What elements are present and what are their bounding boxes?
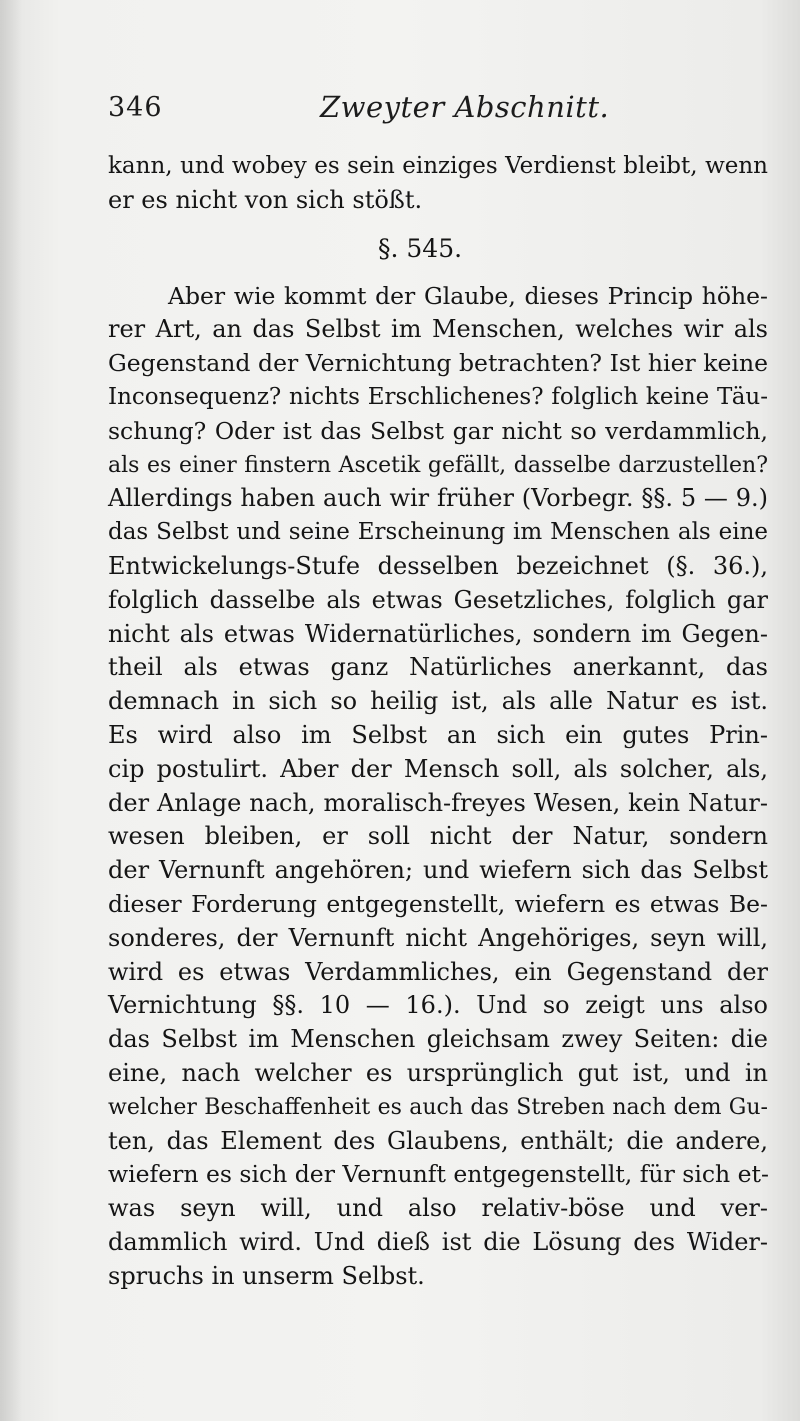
text-line: dieser Forderung entgegenstellt, wiefern es etwas Be- [108, 889, 768, 918]
text-line: das Selbst und seine Erscheinung im Menschen als eine [108, 519, 768, 546]
text-line: eine, nach welcher es ursprünglich gut ist, und in [108, 1058, 768, 1087]
text-line: Allerdings haben auch wir früher (Vorbegr. §§. 5 — 9.) [108, 484, 768, 513]
text-line: Gegenstand der Vernichtung betrachten? Ist hier keine [108, 349, 768, 378]
paragraph-first-line: Aber wie kommt der Glaube, dieses Princip höhe- [168, 281, 768, 310]
text-line: das Selbst im Menschen gleichsam zwey Seiten: die [108, 1025, 768, 1054]
text-line: der Anlage nach, moralisch-freyes Wesen, kein Natur- [108, 788, 768, 817]
text-line: dammlich wird. Und dieß ist die Lösung des Wider- [108, 1227, 768, 1256]
page-header [108, 90, 768, 130]
text-line: wesen bleiben, er soll nicht der Natur, sondern [108, 822, 768, 851]
page-gutter-shadow [0, 0, 22, 1421]
text-line: demnach in sich so heilig ist, als alle Natur es ist. [108, 687, 768, 716]
text-line: nicht als etwas Widernatürliches, sondern im Gegen- [108, 619, 768, 648]
text-line: theil als etwas ganz Natürliches anerkannt, das [108, 653, 768, 682]
text-line: wird es etwas Verdammliches, ein Gegenstand der [108, 957, 768, 986]
text-line: Inconsequenz? nichts Erschlichenes? folglich keine Täu- [108, 383, 768, 410]
text-line: sonderes, der Vernunft nicht Angehöriges, seyn will, [108, 923, 768, 952]
text-line: cip postulirt. Aber der Mensch soll, als solcher, als, [108, 754, 768, 783]
text-line: Es wird also im Selbst an sich ein gutes Prin- [108, 720, 768, 749]
page-number: 346 [108, 92, 163, 123]
text-line: er es nicht von sich stößt. [108, 185, 423, 214]
text-line: der Vernunft angehören; und wiefern sich das Selbst [108, 856, 768, 885]
text-line: ten, das Element des Glaubens, enthält; die andere, [108, 1126, 768, 1155]
text-line: kann, und wobey es sein einziges Verdienst bleibt, wenn [108, 153, 768, 179]
running-head: Zweyter Abschnitt. [320, 90, 610, 124]
body-text [108, 150, 768, 1294]
text-line: Vernichtung §§. 10 — 16.). Und so zeigt uns also [108, 991, 768, 1020]
text-line: rer Art, an das Selbst im Menschen, welches wir als [108, 315, 768, 344]
text-line: als es einer finstern Ascetik gefällt, dasselbe darzustellen? [108, 452, 768, 478]
text-line: folglich dasselbe als etwas Gesetzliches, folglich gar [108, 585, 768, 614]
text-line: welcher Beschaffenheit es auch das Streben nach dem Gu- [108, 1094, 768, 1120]
text-line: schung? Oder ist das Selbst gar nicht so verdammlich, [108, 416, 768, 445]
text-line: wiefern es sich der Vernunft entgegenstellt, für sich et- [108, 1160, 769, 1189]
text-line: was seyn will, und also relativ-böse und ver- [108, 1194, 768, 1223]
paragraph-last-line: spruchs in unserm Selbst. [108, 1261, 425, 1290]
section-number: §. 545. [378, 233, 463, 263]
text-line: Entwickelungs-Stufe desselben bezeichnet (§. 36.), [108, 551, 768, 580]
